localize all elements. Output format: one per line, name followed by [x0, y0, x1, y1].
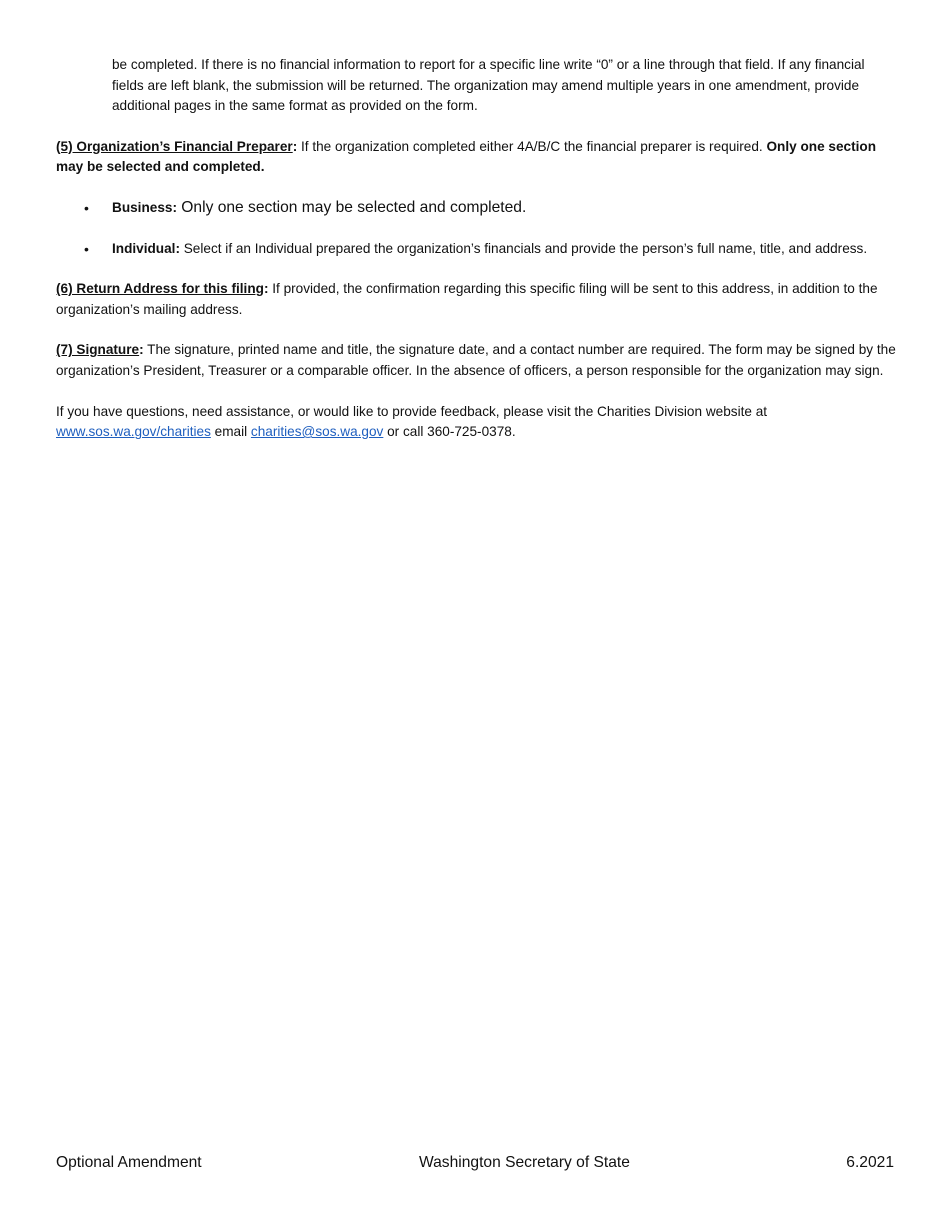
page-footer: [56, 1152, 894, 1174]
section-5-bold-note: Only one section may be selected and completed.: [56, 138, 877, 175]
bullet-individual-label: Individual:: [112, 240, 180, 256]
section-7-paragraph: [56, 340, 896, 381]
section-7-text: The signature, printed name and title, the signature date, and a contact number are required. The form may be signed by the organization’s President, Treasurer or a comparable officer. In the absence of officers, a person responsible for the organization may sign.: [56, 342, 896, 378]
bullet-individual-text: Select if an Individual prepared the organization’s financials and provide the person’s full name, title, and address.: [179, 240, 868, 256]
preparer-options-list: [56, 198, 896, 259]
section-5-colon: :: [292, 138, 298, 154]
bullet-business-text: Only one section may be selected and completed.: [176, 198, 527, 216]
list-item-business: [56, 198, 896, 219]
section-5-paragraph: [56, 137, 896, 178]
contact-text-1: If you have questions, need assistance, or would like to provide feedback, please visit the Charities Division website at: [56, 403, 768, 419]
footer-version: 6.2021: [846, 1154, 894, 1171]
section-7-colon: :: [139, 342, 144, 358]
section-6-heading: (6) Return Address for this filing: [56, 281, 264, 297]
footer-form-name: Optional Amendment: [56, 1154, 202, 1171]
footer-agency: Washington Secretary of State: [419, 1154, 630, 1171]
contact-text-3: or call 360-725-0378.: [383, 424, 516, 440]
list-item-individual: [56, 239, 896, 260]
section-5-heading: (5) Organization’s Financial Preparer: [56, 138, 293, 154]
intro-paragraph: be completed. If there is no financial information to report for a specific line write “0” or a line through that field. If any financial fields are left blank, the submission will be returned. The organization may amend multiple years in one amendment, provide additional pages in the same format as provided on the form.: [112, 57, 865, 114]
section-6-colon: :: [263, 281, 269, 297]
section-7-heading: (7) Signature: [56, 342, 140, 358]
email-link[interactable]: charities@sos.wa.gov: [250, 424, 384, 440]
section-6-paragraph: [56, 279, 896, 320]
bullet-business-label: Business:: [112, 199, 177, 215]
contact-text-2: email: [210, 424, 251, 440]
section-5-text: If the organization completed either 4A/B/C the financial preparer is required.: [297, 138, 767, 154]
contact-paragraph: [56, 402, 896, 443]
section-6-text: If provided, the confirmation regarding this specific filing will be sent to this address, in addition to the organization’s mailing address.: [56, 281, 878, 317]
instructions-page: [56, 55, 896, 443]
website-link[interactable]: www.sos.wa.gov/charities: [56, 424, 211, 440]
